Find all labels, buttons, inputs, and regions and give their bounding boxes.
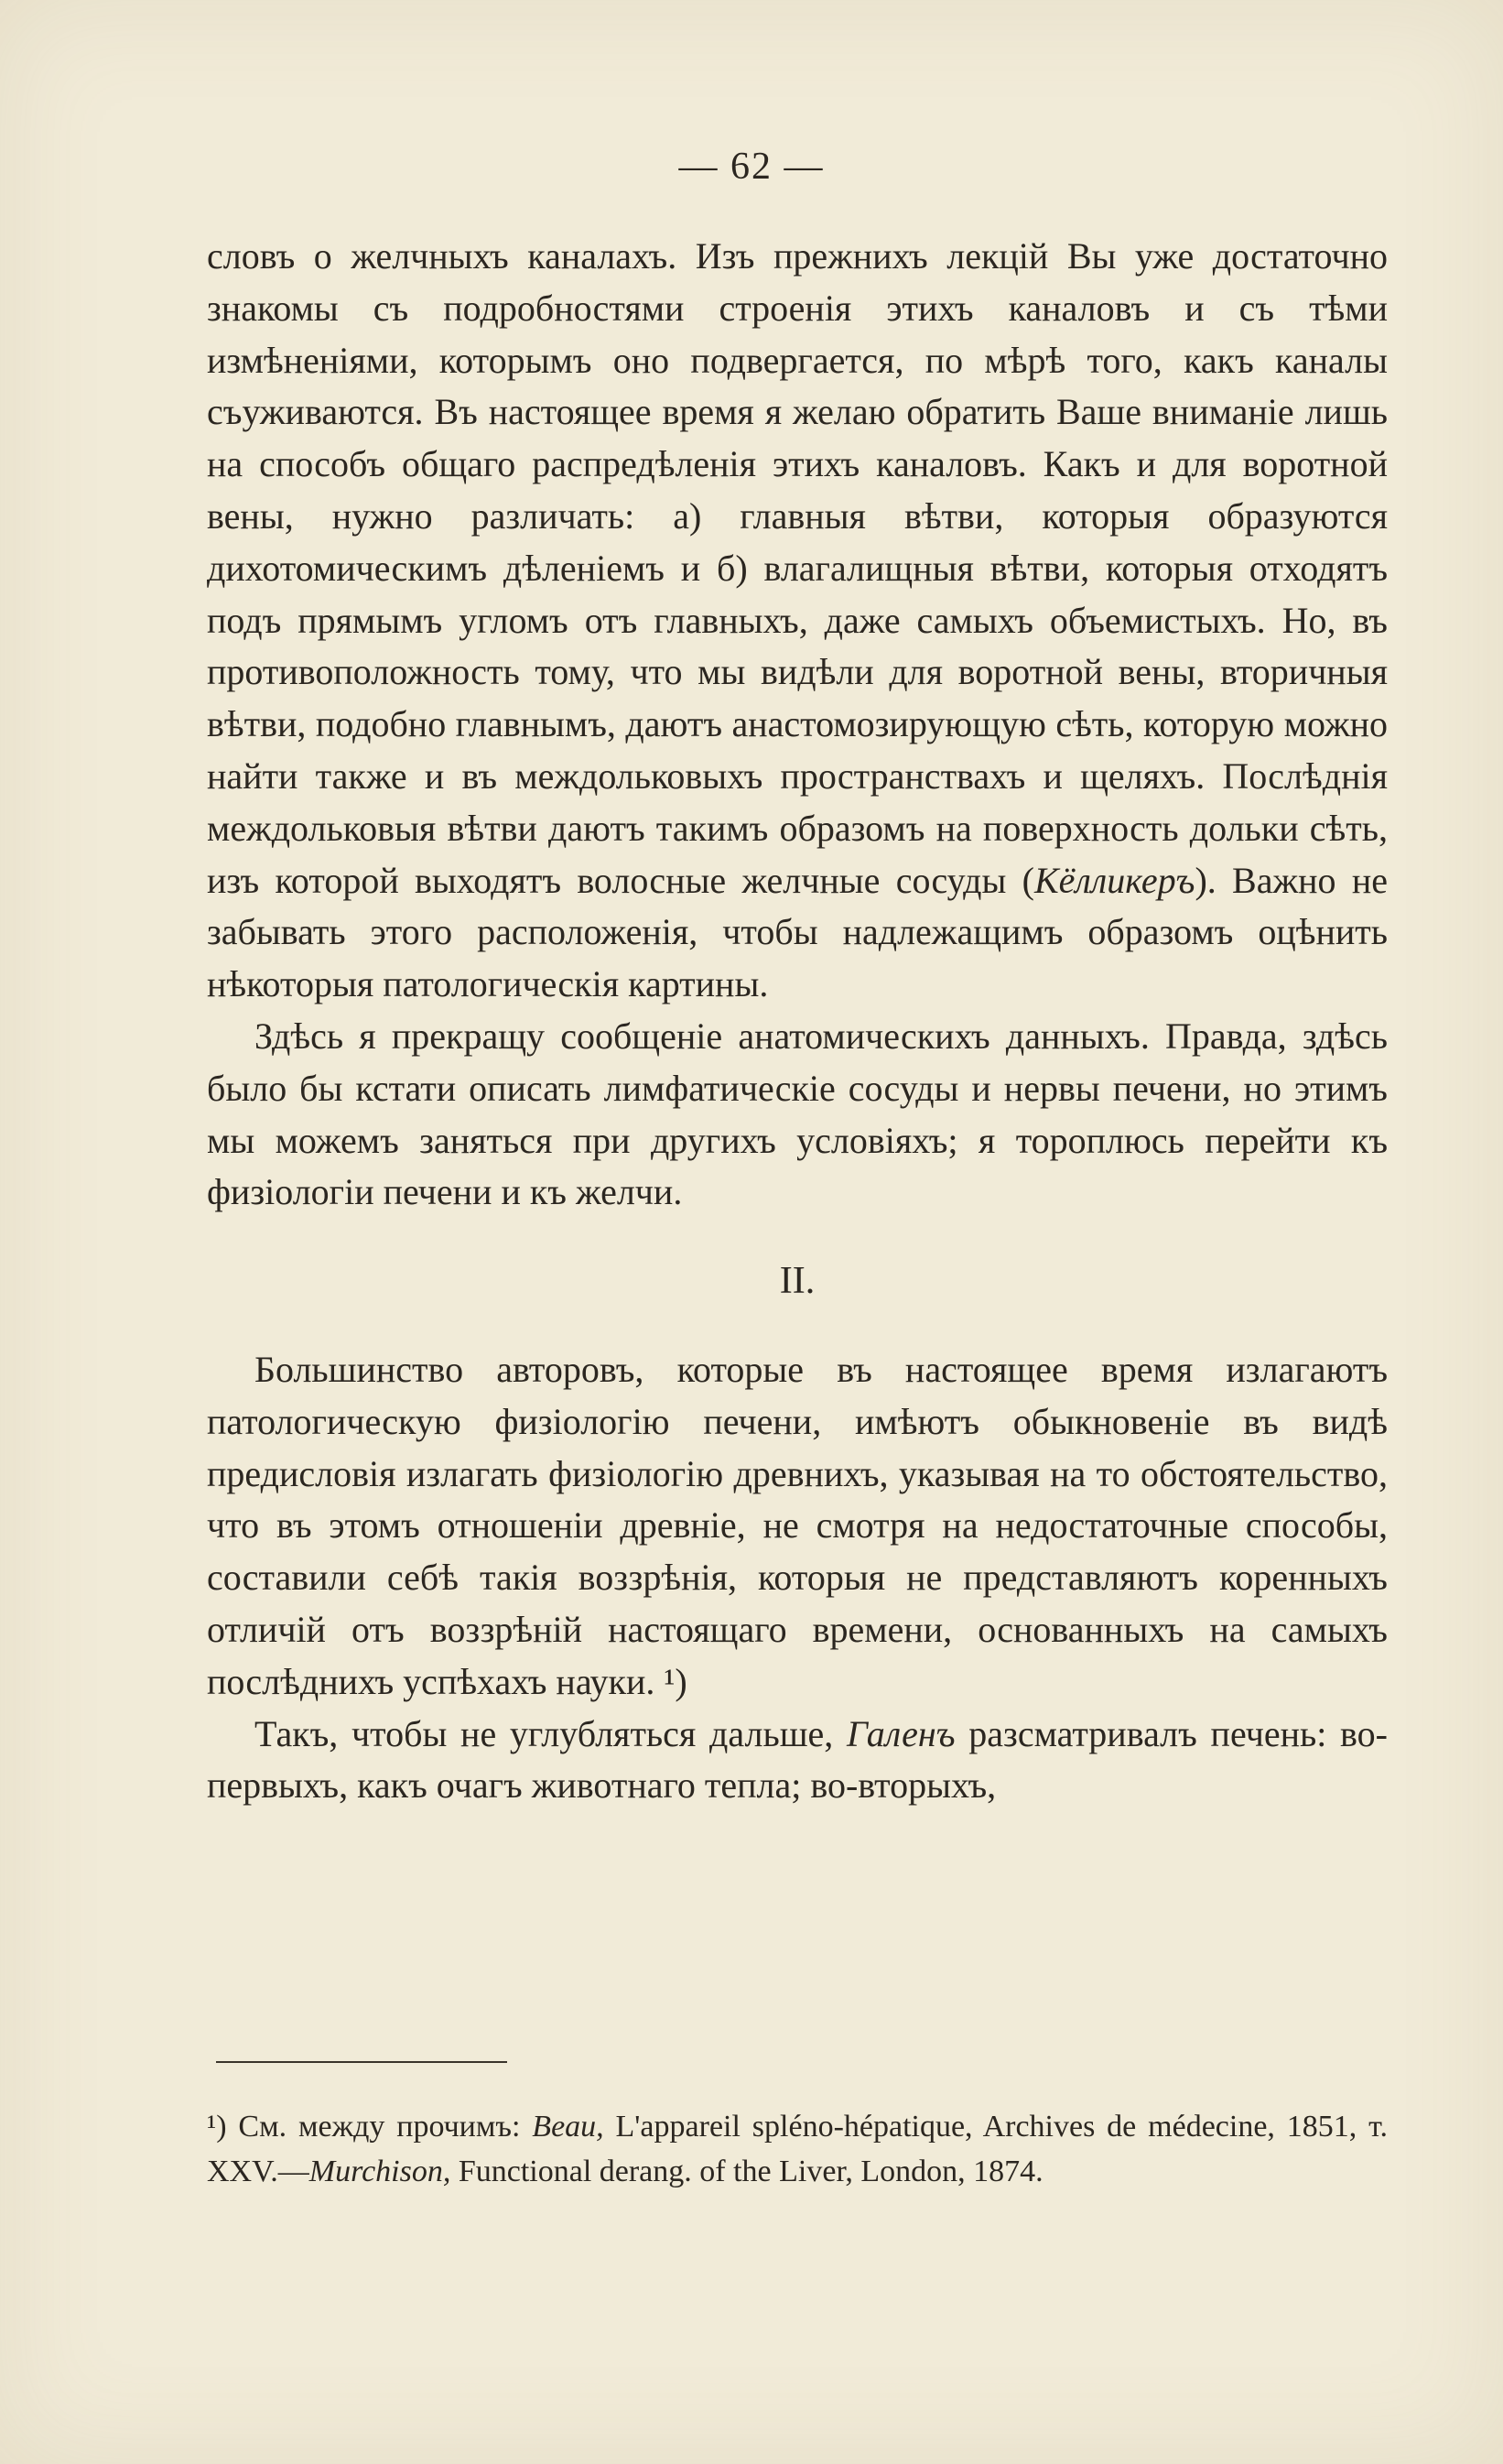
page-number: — 62 — (678, 146, 825, 188)
paragraph-transition: Здѣсь я прекращу сообщеніе анатомическихъ данныхъ. Правда, здѣсь было бы кстати описать лимфатическіе сосуды и нервы печени, но этимъ мы можемъ заняться при другихъ условіяхъ; я тороплюсь перейти къ физіологіи печени и къ желчи. (207, 1015, 1388, 1213)
paragraph-text: Большинство авторовъ, которые въ настоящее время излагаютъ патологическую физіологію печени, имѣютъ обыкновеніе въ видѣ предисловія излагать физіологію древнихъ, указывая на то обстоятельство, что въ этомъ отношеніи древніе, не смотря на недостаточные способы, составили себѣ такія воззрѣнія, которыя не представляютъ коренныхъ отличій отъ воззрѣній настоящаго времени, основанныхъ на самыхъ послѣднихъ успѣхахъ науки. (207, 1348, 1388, 1702)
paragraph-galen (207, 1709, 1388, 1813)
author-name: Галенъ (846, 1712, 956, 1754)
footnote-author: Murchison, (308, 2155, 451, 2188)
author-name: Кёлликеръ (1034, 859, 1195, 901)
paragraph-text: словъ о желчныхъ каналахъ. Изъ прежнихъ лекцій Вы уже достаточно знакомы съ подробностями строенія этихъ каналовъ и съ тѣми измѣненіями, которымъ оно подвергается, по мѣрѣ того, какъ каналы съуживаются. Въ настоящее время я желаю обратить Ваше вниманіе лишь на способъ общаго распредѣленія этихъ каналовъ. Какъ и для воротной вены, нужно различать: а) главныя вѣтви, которыя образуются дихотомическимъ дѣленіемъ и б) влагалищныя вѣтви, которыя отходятъ подъ прямымъ угломъ отъ главныхъ, даже самыхъ объемистыхъ. Но, въ противоположность тому, что мы видѣли для воротной вены, вторичныя вѣтви, подобно главнымъ, даютъ анастомозирующую сѣть, которую можно найти также и въ междольковыхъ пространствахъ и щеляхъ. Послѣднія междольковыя вѣтви даютъ такимъ образомъ на поверхность дольки сѣть, изъ которой выходятъ волосные желчные сосуды ( (207, 235, 1388, 901)
footnote-reference: ¹) (654, 1660, 687, 1702)
paragraph-text: разсматривалъ печень: во-первыхъ, какъ очагъ животнаго тепла; во-вторыхъ, (207, 1712, 1388, 1807)
paragraph-text: ). Важно не забывать этого расположенія, чтобы надлежащимъ образомъ оцѣнить нѣкоторыя патологическія картины. (207, 859, 1388, 1005)
footnote-divider (216, 2061, 507, 2063)
footnote-text: L'appareil spléno-hépatique, Archives de médecine, 1851, т. XXV.— (207, 2110, 1388, 2188)
footnote-1 (207, 2104, 1388, 2194)
main-text (207, 231, 1388, 1812)
footnote-text: Functional derang. of the Liver, London, 1874. (450, 2155, 1043, 2188)
footnote-author: Beau, (532, 2110, 604, 2144)
footnote-marker: ¹) См. между прочимъ: (207, 2110, 533, 2144)
footnotes (207, 2104, 1388, 2194)
paragraph-text: Такъ, чтобы не углубляться дальше, (254, 1712, 847, 1754)
section-heading: II. (779, 1260, 816, 1303)
paragraph-bile-ducts (207, 231, 1388, 1011)
paragraph-authors (207, 1344, 1388, 1709)
